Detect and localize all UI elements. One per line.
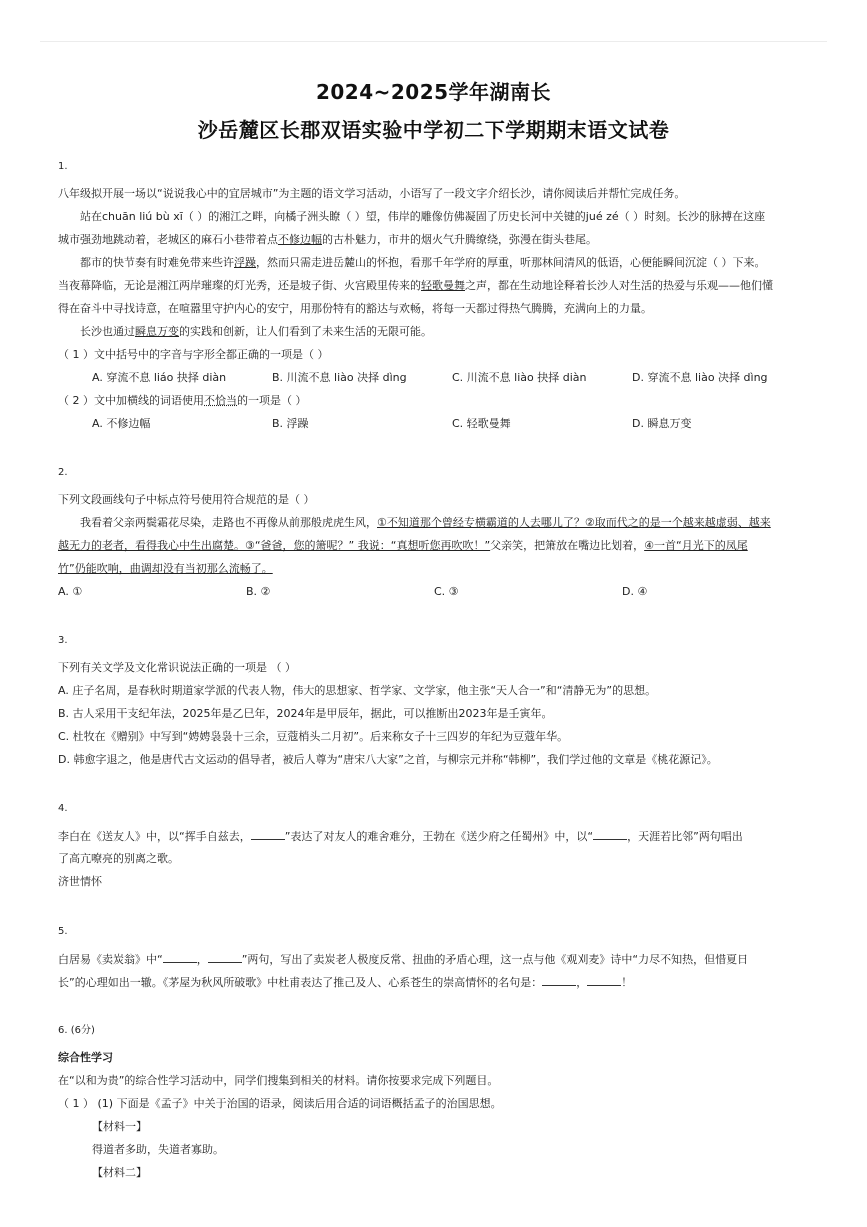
text-span: 城市强劲地跳动着，老城区的麻石小巷带着点 xyxy=(58,233,278,246)
question-1-intro: 八年级拟开展一场以“说说我心中的宜居城市”为主题的语文学习活动，小语写了一段文字介绍长沙，请你阅读后并帮忙完成任务。 xyxy=(58,187,686,200)
question-1-para2-line1 xyxy=(80,256,766,270)
text-span: ”两句，写出了卖炭老人极度反常、扭曲的矛盾心理，这一点与他《观刈麦》诗中“力尽不知热，但惜夏日 xyxy=(241,953,749,966)
question-1-para3 xyxy=(80,325,432,339)
question-1-sub2 xyxy=(58,394,307,408)
question-1-para2-line3: 得在奋斗中寻找诗意，在喧嚣里守护内心的安宁，用那份特有的豁达与欢畅，将每一天都过得热气腾腾，充满向上的力量。 xyxy=(58,302,652,315)
answer-blank[interactable] xyxy=(587,975,621,986)
option-c[interactable]: C. 川流不息 liào 抉择 diàn xyxy=(452,371,587,384)
answer-blank[interactable] xyxy=(208,952,242,963)
question-5-line1 xyxy=(58,952,748,967)
question-6-heading: 综合性学习 xyxy=(58,1051,113,1064)
question-5-line2 xyxy=(58,975,632,990)
question-6-sub1: （ 1 ） (1) 下面是《孟子》中关于治国的语录，阅读后用合适的词语概括孟子的治国思想。 xyxy=(58,1097,502,1110)
answer-blank[interactable] xyxy=(593,829,627,840)
option-d[interactable]: D. ④ xyxy=(622,585,648,598)
question-2-passage-line3 xyxy=(58,562,273,576)
answer-blank[interactable] xyxy=(163,952,197,963)
option-a[interactable]: A. 庄子名周，是春秋时期道家学派的代表人物，伟大的思想家、哲学家、文学家，他主张“天人合一”和“清静无为”的思想。 xyxy=(58,684,657,697)
underlined-sentence: ①不知道那个曾经专横霸道的人去哪儿了？②取而代之的是一个越来越虚弱、越来 xyxy=(377,516,771,529)
page-title-line1: 2024~2025学年湖南长 xyxy=(315,80,552,104)
material-1-label: 【材料一】 xyxy=(92,1120,147,1133)
text-span: 父亲笑，把箫放在嘴边比划着， xyxy=(490,539,645,552)
text-span: ， xyxy=(196,953,208,966)
option-a[interactable]: A. 不修边幅 xyxy=(92,417,151,430)
question-1-para1-line1: 站在chuān liú bù xī（ ）的湘江之畔，向橘子洲头瞭（ ）望，伟岸的雕像仿佛凝固了历史长河中关键的jué zé（ ）时刻。长沙的脉搏在这座 xyxy=(80,210,766,223)
question-4-line1 xyxy=(58,829,743,844)
underlined-phrase: 瞬息万变 xyxy=(135,325,179,338)
underlined-sentence: ④一首“月光下的凤尾 xyxy=(644,539,748,552)
question-2-number: 2. xyxy=(58,467,68,478)
question-2-passage-line2 xyxy=(58,539,748,553)
question-2-stem: 下列文段画线句子中标点符号使用符合规范的是（ ） xyxy=(58,493,315,506)
top-divider xyxy=(40,41,827,42)
option-d[interactable]: D. 韩愈字退之，他是唐代古文运动的倡导者，被后人尊为“唐宋八大家”之首，与柳宗元并称“韩柳”，我们学过他的文章是《桃花源记》。 xyxy=(58,753,718,766)
text-span: ！ xyxy=(621,976,633,989)
option-d[interactable]: D. 瞬息万变 xyxy=(632,417,692,430)
question-5-number: 5. xyxy=(58,926,68,937)
text-span: 之声，都在生动地诠释着长沙人对生活的热爱与乐观——他们懂 xyxy=(465,279,773,292)
option-a[interactable]: A. ① xyxy=(58,585,83,598)
text-span: 我看着父亲两鬓霜花尽染，走路也不再像从前那般虎虎生风， xyxy=(80,516,377,529)
option-c[interactable]: C. 轻歌曼舞 xyxy=(452,417,511,430)
option-d[interactable]: D. 穿流不息 liào 决择 dìng xyxy=(632,371,768,384)
option-b[interactable]: B. 川流不息 liào 决择 dìng xyxy=(272,371,407,384)
underlined-phrase: 不修边幅 xyxy=(278,233,322,246)
text-span: 长”的心理如出一辙。《茅屋为秋风所破歌》中杜甫表达了推己及人、心系苍生的崇高情怀的名句是： xyxy=(58,976,543,989)
text-span: ，天涯若比邻”两句唱出 xyxy=(627,830,743,843)
question-6-score: (6分) xyxy=(70,1025,95,1036)
material-1-text: 得道者多助，失道者寡助。 xyxy=(92,1143,224,1156)
question-4-number: 4. xyxy=(58,803,68,814)
text-span: 长沙也通过 xyxy=(80,325,135,338)
underlined-sentence: 竹”仍能吹响，曲调却没有当初那么流畅了。 xyxy=(58,562,273,575)
text-span: 的古朴魅力，市井的烟火气升腾缭绕，弥漫在街头巷尾。 xyxy=(322,233,597,246)
option-c[interactable]: C. 杜牧在《赠别》中写到“娉娉袅袅十三余，豆蔻梢头二月初”。后来称女子十三四岁的年纪为豆蔻年华。 xyxy=(58,730,569,743)
question-1-para2-line2 xyxy=(58,279,773,293)
question-6-header xyxy=(58,1024,95,1038)
text-span: 的一项是（ ） xyxy=(237,394,307,407)
answer-blank[interactable] xyxy=(251,829,285,840)
question-4-answer-note: 济世情怀 xyxy=(58,875,102,888)
page-title-line2: 沙岳麓区长郡双语实验中学初二下学期期末语文试卷 xyxy=(197,118,670,142)
question-6-intro: 在“以和为贵”的综合性学习活动中，同学们搜集到相关的材料。请你按要求完成下列题目。 xyxy=(58,1074,499,1087)
text-span: 白居易《卖炭翁》中“ xyxy=(58,953,163,966)
underlined-sentence: ③“爸爸，您的箫呢？” 我说：“真想听您再吹吹！” xyxy=(245,539,491,552)
text-span: ， xyxy=(576,976,588,989)
question-3-number: 3. xyxy=(58,635,68,646)
underlined-phrase: 轻歌曼舞 xyxy=(421,279,465,292)
question-1-para1-line2 xyxy=(58,233,597,247)
material-2-label: 【材料二】 xyxy=(92,1166,147,1179)
text-span: ”表达了对友人的难舍难分，王勃在《送少府之任蜀州》中，以“ xyxy=(284,830,594,843)
option-a[interactable]: A. 穿流不息 liáo 抉择 diàn xyxy=(92,371,227,384)
answer-blank[interactable] xyxy=(542,975,576,986)
question-3-stem: 下列有关文学及文化常识说法正确的一项是 （ ） xyxy=(58,661,296,674)
question-1-sub1: （ 1 ）文中括号中的字音与字形全都正确的一项是（ ） xyxy=(58,348,329,361)
question-4-line2: 了高亢嘹亮的别离之歌。 xyxy=(58,852,179,865)
text-span: ，然而只需走进岳麓山的怀抱，看那千年学府的厚重，听那林间清风的低语，心便能瞬间沉淀（ ）下来。 xyxy=(256,256,766,269)
option-c[interactable]: C. ③ xyxy=(434,585,459,598)
question-6-number: 6. xyxy=(58,1025,68,1036)
option-b[interactable]: B. 古人采用干支纪年法，2025年是乙巳年，2024年是甲辰年，据此，可以推断出2023年是壬寅年。 xyxy=(58,707,553,720)
dotted-emphasis: 不恰当 xyxy=(204,394,237,407)
underlined-sentence: 越无力的老者，看得我心中生出腐楚。 xyxy=(58,539,245,552)
underlined-phrase: 浮躁 xyxy=(234,256,256,269)
text-span: （ 2 ）文中加横线的词语使用 xyxy=(58,394,204,407)
option-b[interactable]: B. ② xyxy=(246,585,271,598)
text-span: 当夜幕降临，无论是湘江两岸璀璨的灯光秀，还是坡子街、火宫殿里传来的 xyxy=(58,279,421,292)
question-2-passage-line1 xyxy=(80,516,771,530)
question-1-number: 1. xyxy=(58,161,68,172)
text-span: 李白在《送友人》中，以“挥手自兹去， xyxy=(58,830,251,843)
text-span: 都市的快节奏有时难免带来些许 xyxy=(80,256,234,269)
text-span: 的实践和创新，让人们看到了未来生活的无限可能。 xyxy=(179,325,432,338)
option-b[interactable]: B. 浮躁 xyxy=(272,417,309,430)
